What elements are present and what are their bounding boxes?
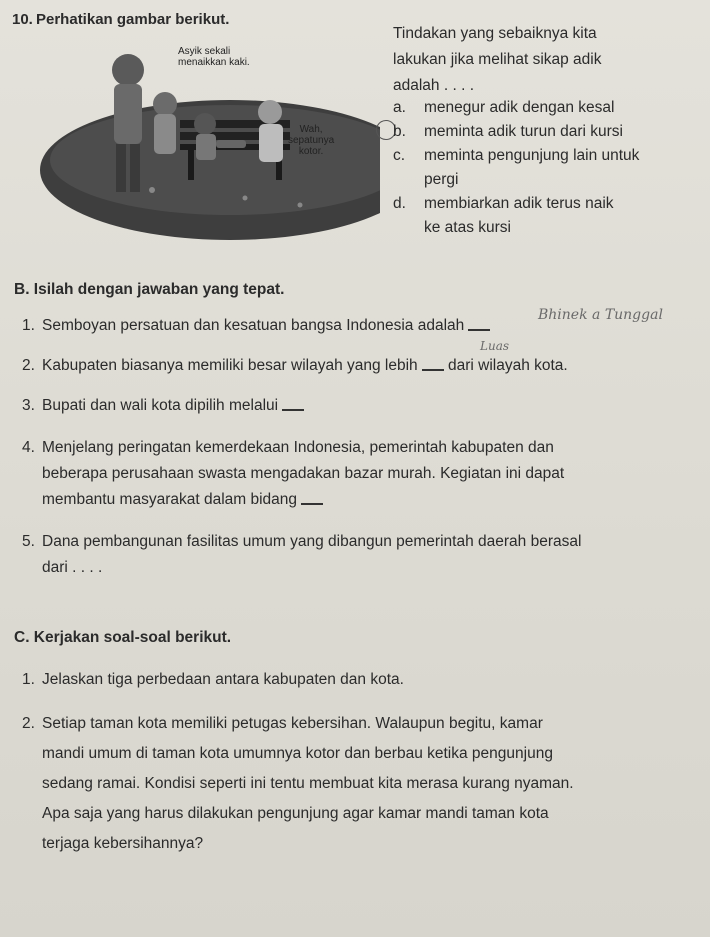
b4-blank	[301, 495, 323, 505]
b5-line: dari . . . .	[42, 559, 103, 576]
speech-bubble-left	[178, 46, 250, 68]
b5-number: 5.	[22, 533, 35, 550]
option-d-text: ke atas kursi	[424, 219, 512, 236]
c2-line: terjaga kebersihannya?	[42, 835, 204, 852]
option-d-letter: d.	[393, 195, 406, 212]
q10-number: 10.	[12, 11, 33, 28]
section-b-header: B. Isilah dengan jawaban yang tepat.	[14, 281, 285, 298]
b4-line: Menjelang peringatan kemerdekaan Indonesia, pemerintah kabupaten dan	[42, 439, 554, 456]
q10-illustration	[40, 40, 380, 240]
b4-text-last	[42, 492, 323, 508]
b1-blank	[468, 321, 490, 331]
speech-bubble-right	[288, 124, 334, 157]
c1-number: 1.	[22, 671, 35, 688]
b4-line: beberapa perusahaan swasta mengadakan bazar murah. Kegiatan ini dapat	[42, 465, 565, 482]
q10-stem-line: lakukan jika melihat sikap adik	[393, 51, 602, 68]
b2-line: dari wilayah kota.	[447, 357, 568, 374]
bubble-right-line: kotor.	[298, 146, 324, 157]
option-c-text: meminta pengunjung lain untuk	[424, 147, 640, 164]
b2-line: Kabupaten biasanya memiliki besar wilayah yang lebih	[42, 357, 418, 374]
bubble-right-line: sepatunya	[288, 135, 335, 146]
b5-line: Dana pembangunan fasilitas umum yang dibangun pemerintah daerah berasal	[42, 533, 582, 550]
bubble-left-line: Asyik sekali	[178, 46, 231, 57]
b3-number: 3.	[22, 397, 35, 414]
q10-stem-line: adalah . . . .	[393, 77, 474, 94]
bubble-right-line: Wah,	[299, 124, 323, 135]
b1-handwritten-answer: Bhinek a Tunggal	[538, 307, 663, 323]
b2-handwritten-answer: Luas	[480, 339, 510, 353]
option-a-letter: a.	[393, 99, 406, 116]
section-c-header: C. Kerjakan soal-soal berikut.	[14, 629, 232, 646]
option-b-text: meminta adik turun dari kursi	[424, 123, 623, 140]
option-a-text: menegur adik dengan kesal	[424, 99, 615, 116]
q10-stem-line: Tindakan yang sebaiknya kita	[393, 25, 597, 42]
q10-instruction: Perhatikan gambar berikut.	[36, 11, 230, 28]
b4-line: membantu masyarakat dalam bidang	[42, 491, 298, 508]
c2-number: 2.	[22, 715, 35, 732]
option-c-text: pergi	[424, 171, 459, 188]
c2-line: Apa saja yang harus dilakukan pengunjung agar kamar mandi taman kota	[42, 805, 549, 822]
bubble-left-line: menaikkan kaki.	[178, 57, 250, 68]
b2-number: 2.	[22, 357, 35, 374]
c1-line: Jelaskan tiga perbedaan antara kabupaten dan kota.	[42, 671, 404, 688]
b3-line: Bupati dan wali kota dipilih melalui	[42, 397, 279, 414]
option-c-letter: c.	[393, 147, 406, 164]
b3-text	[42, 398, 304, 414]
b2-text	[42, 358, 568, 374]
c2-line: Setiap taman kota memiliki petugas kebersihan. Walaupun begitu, kamar	[42, 715, 543, 732]
option-d-text: membiarkan adik terus naik	[424, 195, 614, 212]
option-b-letter: b.	[393, 123, 406, 140]
b4-number: 4.	[22, 439, 35, 456]
c2-line: mandi umum di taman kota umumnya kotor dan berbau ketika pengunjung	[42, 745, 553, 762]
b3-blank	[282, 401, 304, 411]
b1-number: 1.	[22, 317, 35, 334]
c2-line: sedang ramai. Kondisi seperti ini tentu membuat kita merasa kurang nyaman.	[42, 775, 574, 792]
b1-line: Semboyan persatuan dan kesatuan bangsa Indonesia adalah	[42, 317, 465, 334]
b2-blank	[422, 361, 444, 371]
b1-text	[42, 318, 490, 334]
